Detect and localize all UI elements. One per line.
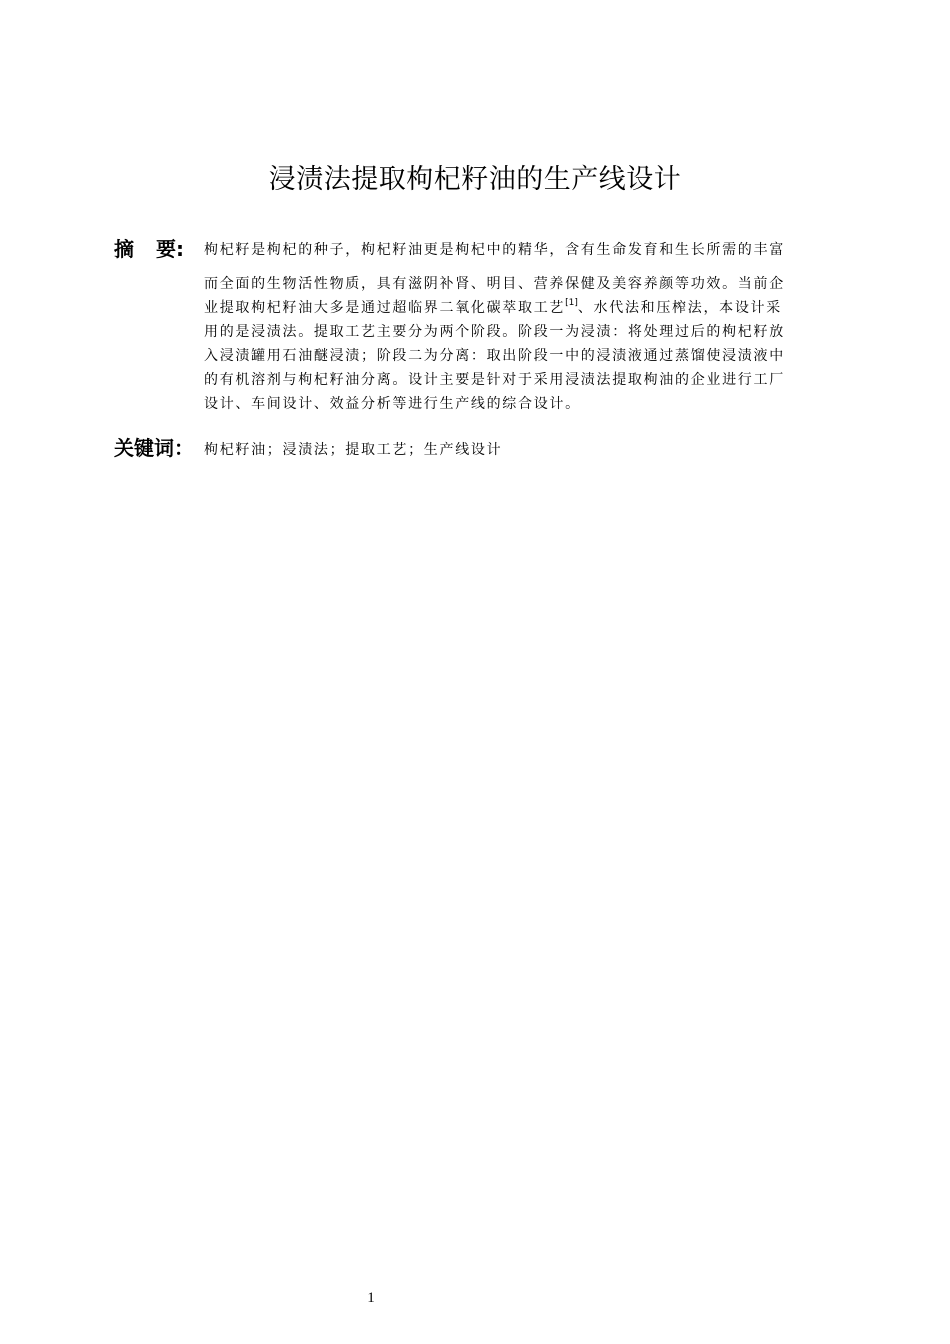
abstract-label-second-char: 要	[156, 237, 176, 261]
keywords-text: 枸杞籽油；浸渍法；提取工艺；生产线设计	[204, 442, 503, 458]
abstract-line-3-part-a: 业提取枸杞籽油大多是通过超临界二氧化碳萃取工艺	[204, 300, 566, 316]
abstract-line-5: 入浸渍罐用石油醚浸渍；阶段二为分离：取出阶段一中的浸渍液通过蒸馏使浸渍液中	[204, 348, 785, 364]
abstract-line-2: 而全面的生物活性物质，具有滋阴补肾、明目、营养保健及美容养颜等功效。当前企	[204, 276, 785, 292]
keywords-label: 关键词：	[114, 436, 194, 460]
abstract-line-1: 枸杞籽是枸杞的种子，枸杞籽油更是枸杞中的精华，含有生命发育和生长所需的丰富	[204, 242, 785, 258]
abstract-label	[114, 236, 204, 262]
abstract-line-3-part-b: 、水代法和压榨法，本设计采	[577, 300, 782, 316]
abstract-line-3	[204, 296, 840, 320]
page-number: 1	[367, 1290, 375, 1306]
abstract-line-4: 用的是浸渍法。提取工艺主要分为两个阶段。阶段一为浸渍：将处理过后的枸杞籽放	[204, 324, 785, 340]
abstract-label-first-char: 摘	[114, 237, 134, 261]
abstract-line-6: 的有机溶剂与枸杞籽油分离。设计主要是针对于采用浸渍法提取枸油的企业进行工厂	[204, 372, 785, 388]
citation-reference[interactable]: [1]	[565, 298, 578, 308]
abstract-label-colon: :	[176, 237, 184, 261]
document-title: 浸渍法提取枸杞籽油的生产线设计	[268, 164, 682, 195]
abstract-line-7: 设计、车间设计、效益分析等进行生产线的综合设计。	[204, 396, 581, 412]
abstract-body	[204, 238, 840, 416]
